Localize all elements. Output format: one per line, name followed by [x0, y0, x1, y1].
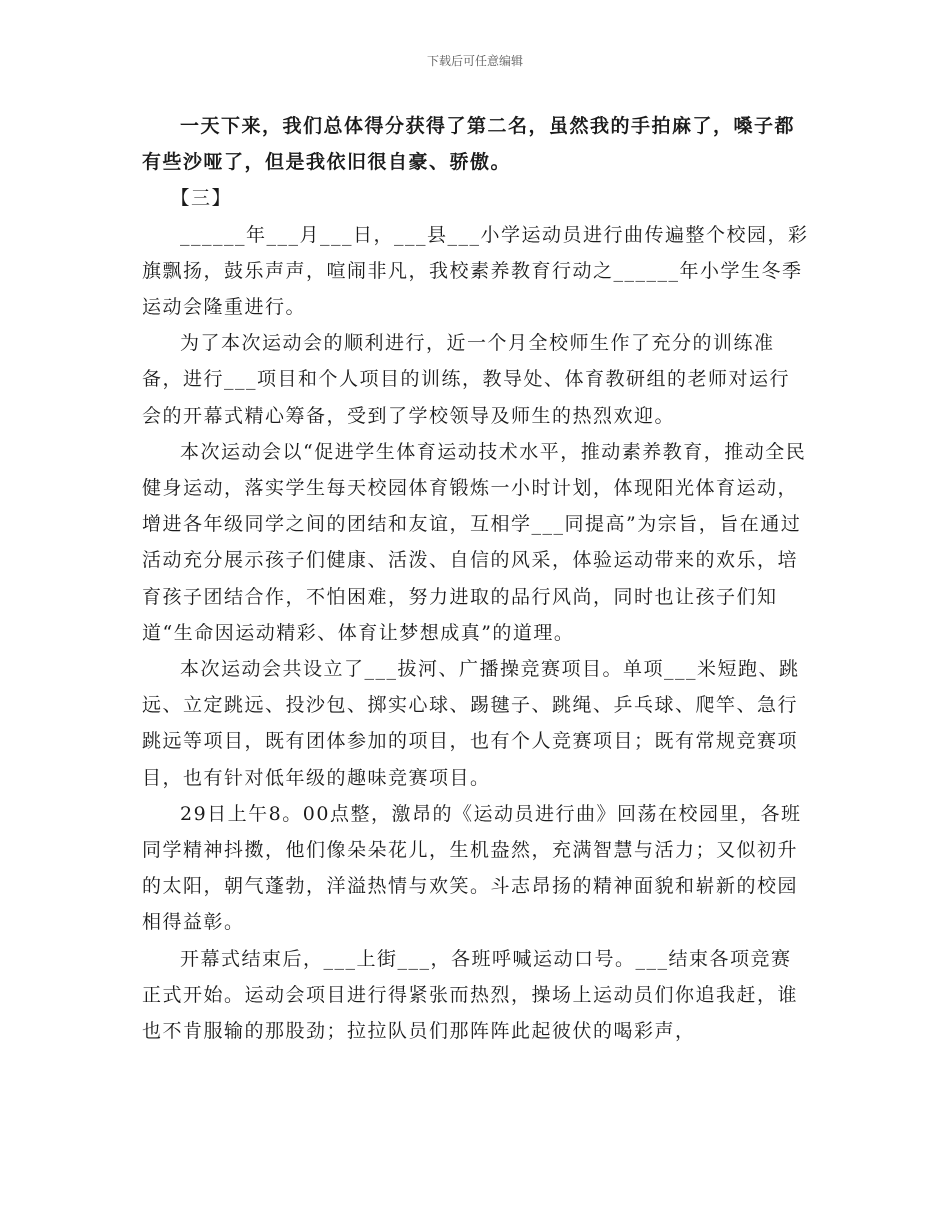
- paragraph-6: 29日上午8。00点整，激昂的《运动员进行曲》回荡在校园里，各班同学精神抖擞，他们像朵朵花儿，生机盎然，充满智慧与活力；又似初升的太阳，朝气蓬勃，洋溢热情与欢笑。斗志昂扬的精神面貌和崭新的校园相得益彰。: [142, 802, 802, 934]
- section-heading: 【三】: [170, 187, 233, 210]
- paragraph-2: ______年___月___日，___县___小学运动员进行曲传遍整个校园，彩旗飘扬，鼓乐声声，喧闹非凡，我校素养教育行动之______年小学生冬季运动会隆重进行。: [142, 223, 809, 319]
- paragraph-5: 本次运动会共设立了___拔河、广播操竞赛项目。单项___米短跑、跳远、立定跳远、投沙包、掷实心球、踢毽子、跳绳、乒乓球、爬竿、急行跳远等项目，既有团体参加的项目，也有个人竞赛项目；既有常规竞赛项目，也有针对低年级的趣味竞赛项目。: [142, 658, 800, 789]
- paragraph-7: 开幕式结束后，___上街___，各班呼喊运动口号。___结束各项竞赛正式开始。运动会项目进行得紧张而热烈，操场上运动员们你追我赶，谁也不肯服输的那股劲；拉拉队员们那阵阵此起彼伏的喝彩声，: [142, 947, 799, 1043]
- paragraph-1: 一天下来，我们总体得分获得了第二名，虽然我的手拍麻了，嗓子都有些沙哑了，但是我依旧很自豪、骄傲。: [142, 115, 796, 174]
- document-body: [142, 108, 810, 1049]
- page-header: 下载后可任意编辑: [426, 54, 523, 68]
- paragraph-3: 为了本次运动会的顺利进行，近一个月全校师生作了充分的训练准备，进行___项目和个人项目的训练，教导处、体育教研组的老师对运行会的开幕式精心筹备，受到了学校领导及师生的热烈欢迎。: [142, 332, 791, 427]
- paragraph-4: 本次运动会以“促进学生体育运动技术水平，推动素养教育，推动全民健身运动，落实学生每天校园体育锻炼一小时计划，体现阳光体育运动，增进各年级同学之间的团结和友谊，互相学___同提高”为宗旨，旨在通过活动充分展示孩子们健康、活泼、自信的风采，体验运动带来的欢乐，培育孩子团结合作，不怕困难，努力进取的品行风尚，同时也让孩子们知道“生命因运动精彩、体育让梦想成真”的道理。: [142, 440, 807, 644]
